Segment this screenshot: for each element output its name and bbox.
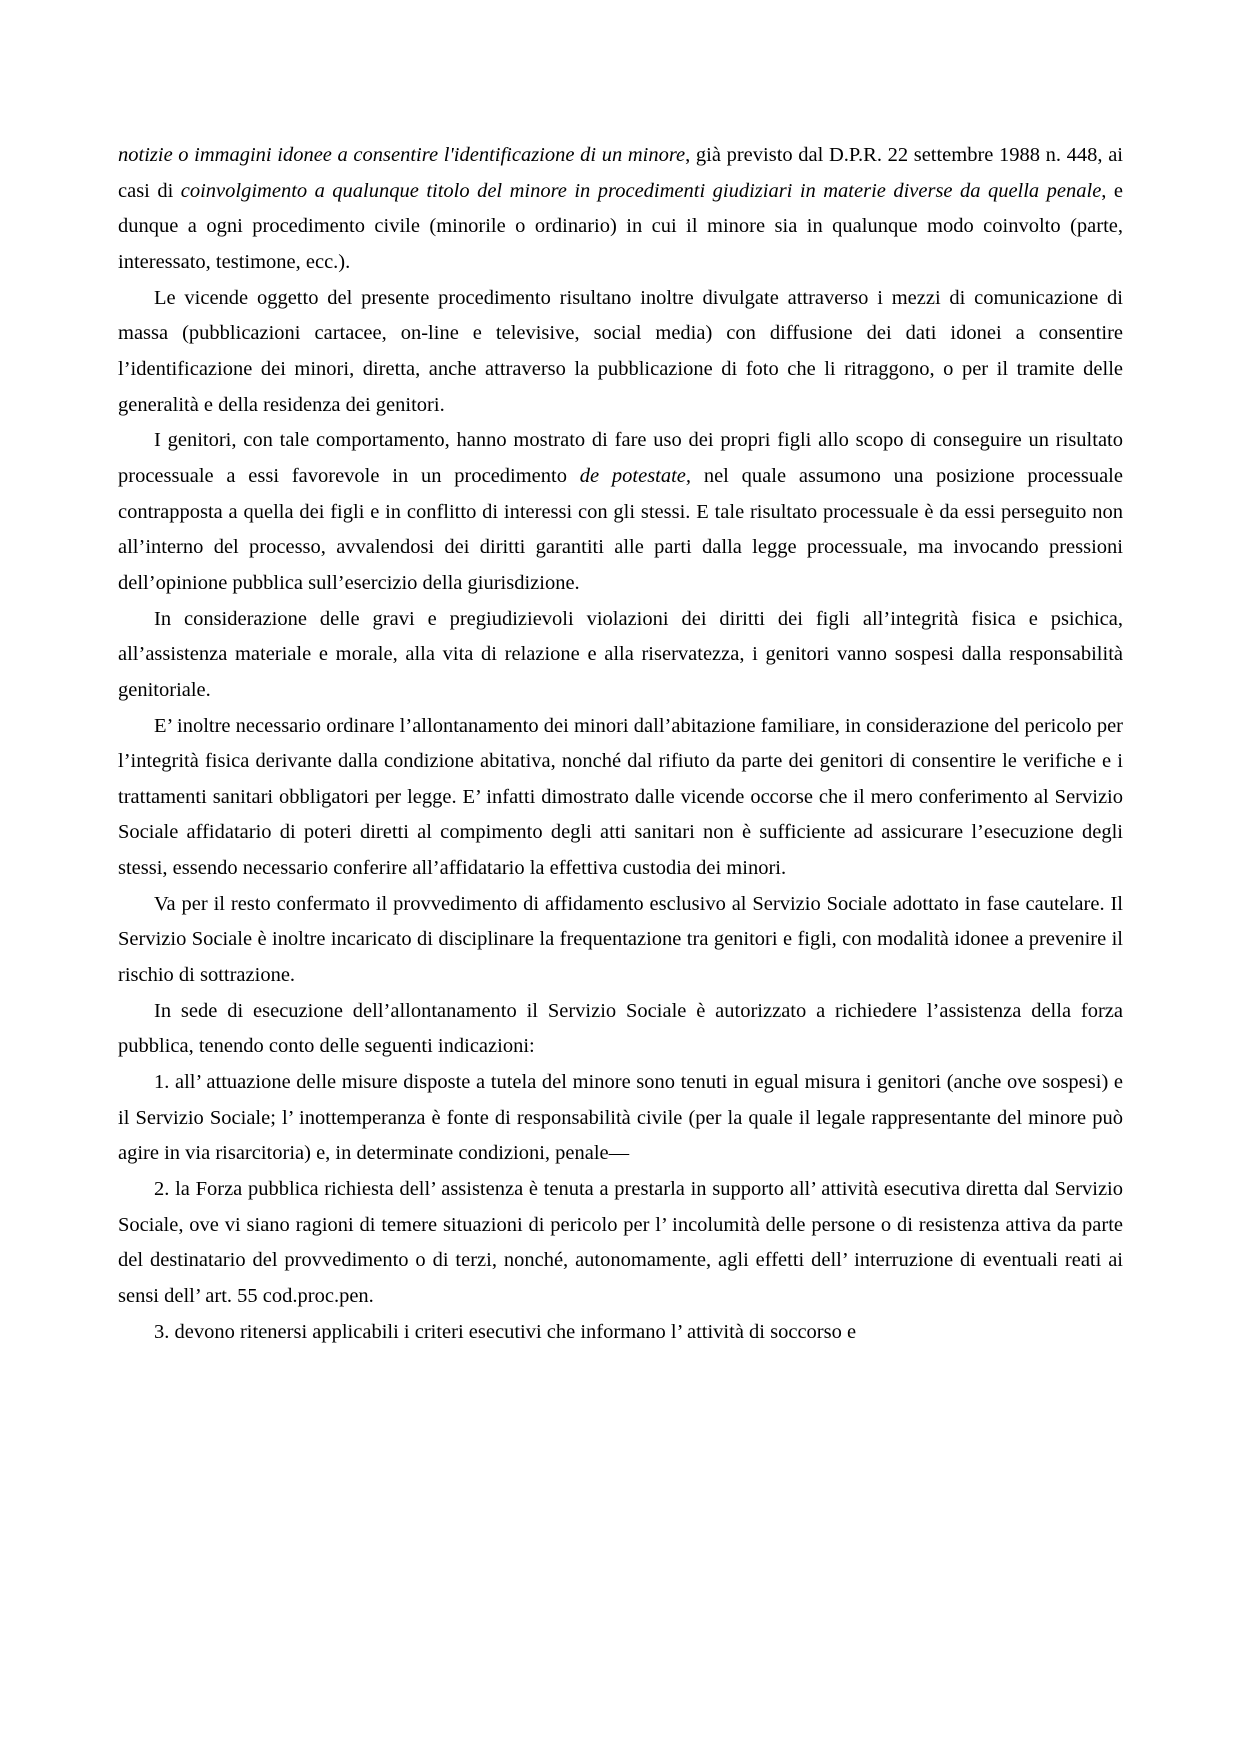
text-run: Va per il resto confermato il provvedimento di affidamento esclusivo al Servizio Sociale adottato in fase cautelare. Il Servizio Sociale è inoltre incaricato di disciplinare la frequentazione tra genitori e figli, con modalità idonee a prevenire il rischio di sottrazione.	[118, 892, 1123, 987]
italic-text-run: de potestate,	[579, 464, 692, 487]
paragraph	[118, 423, 1123, 601]
paragraph	[118, 1065, 1123, 1172]
paragraph	[118, 602, 1123, 709]
document-body	[118, 138, 1123, 1350]
text-run: , già previsto dal D.P.R. 22 settembre 1988 n. 448, ai casi di	[118, 144, 1123, 202]
italic-text-run: coinvolgimento a qualunque titolo del minore in procedimenti giudiziari in materie diverse da quella penale	[180, 179, 1102, 202]
text-run: nel quale assumono una posizione processuale contrapposta a quella dei figli e in conflitto di interessi con gli stessi. E tale risultato processuale è da essi perseguito non all’interno del processo, avvalendosi dei diritti garantiti alle parti dalla legge processuale, ma invocando pressioni dell’opinione pubblica sull’esercizio della giurisdizione.	[118, 464, 1123, 594]
text-run: Le vicende oggetto del presente procedimento risultano inoltre divulgate attraverso i mezzi di comunicazione di massa (pubblicazioni cartacee, on-line e televisive, social media) con diffusione dei dati idonei a consentire l’identificazione dei minori, diretta, anche attraverso la pubblicazione di foto che li ritraggono, o per il tramite delle generalità e della residenza dei genitori.	[118, 286, 1123, 416]
text-run: 1. all’ attuazione delle misure disposte a tutela del minore sono tenuti in egual misura i genitori (anche ove sospesi) e il Servizio Sociale; l’ inottemperanza è fonte di responsabilità civile (per la quale il legale rappresentante del minore può agire in via risarcitoria) e, in determinate condizioni, penale—	[118, 1071, 1123, 1165]
text-run: I genitori, con tale comportamento, hanno mostrato di fare uso dei propri figli allo scopo di conseguire un risultato processuale a essi favorevole in un procedimento	[118, 429, 1123, 487]
paragraph	[118, 138, 1123, 281]
text-run: 2. la Forza pubblica richiesta dell’ assistenza è tenuta a prestarla in supporto all’ attività esecutiva diretta dal Servizio Sociale, ove vi siano ragioni di temere situazioni di pericolo per l’ incolumità delle persone o di resistenza attiva da parte del destinatario del provvedimento o di terzi, nonché, autonomamente, agli effetti dell’ interruzione di eventuali reati ai sensi dell’ art. 55 cod.proc.pen.	[118, 1178, 1123, 1307]
paragraph	[118, 281, 1123, 424]
text-run: E’ inoltre necessario ordinare l’allontanamento dei minori dall’abitazione familiare, in considerazione del pericolo per l’integrità fisica derivante dalla condizione abitativa, nonché dal rifiuto da parte dei genitori di consentire le verifiche e i trattamenti sanitari obbligatori per legge. E’ infatti dimostrato dalle vicende occorse che il mero conferimento al Servizio Sociale affidatario di poteri diretti al compimento degli atti sanitari non è sufficiente ad assicurare l’esecuzione degli stessi, essendo necessario conferire all’affidatario la effettiva custodia dei minori.	[118, 714, 1123, 880]
text-run: In sede di esecuzione dell’allontanamento il Servizio Sociale è autorizzato a richiedere l’assistenza della forza pubblica, tenendo conto delle seguenti indicazioni:	[118, 999, 1123, 1058]
text-run: , e dunque a ogni procedimento civile (minorile o ordinario) in cui il minore sia in qualunque modo coinvolto (parte, interessato, testimone, ecc.).	[118, 179, 1123, 273]
text-run: 3. devono ritenersi applicabili i criteri esecutivi che informano l’ attività di soccorso e	[154, 1320, 857, 1343]
paragraph	[118, 887, 1123, 994]
paragraph	[118, 709, 1123, 887]
italic-text-run: notizie o immagini idonee a consentire l'identificazione di un minore	[118, 144, 686, 166]
text-run: In considerazione delle gravi e pregiudizievoli violazioni dei diritti dei figli all’integrità fisica e psichica, all’assistenza materiale e morale, alla vita di relazione e alla riservatezza, i genitori vanno sospesi dalla responsabilità genitoriale.	[118, 607, 1123, 701]
paragraph	[118, 994, 1123, 1065]
paragraph-container	[118, 138, 1123, 1350]
paragraph	[118, 1315, 1123, 1351]
paragraph	[118, 1172, 1123, 1315]
